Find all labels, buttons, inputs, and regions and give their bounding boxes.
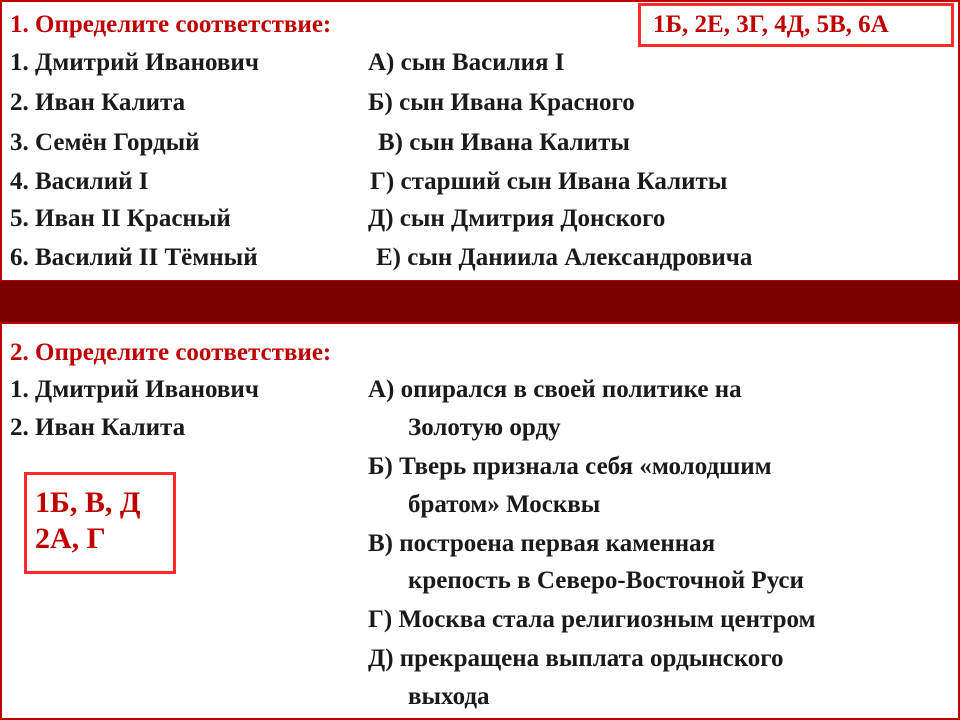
task2-right-item: В) построена первая каменная (368, 530, 716, 557)
task2-right-item-cont: Золотую орду (408, 414, 561, 441)
task1-right-item: В) сын Ивана Калиты (378, 129, 630, 156)
task2-right-item: А) опирался в своей политике на (368, 376, 742, 403)
task1-right-item: А) сын Василия I (368, 49, 565, 76)
task1-right-item: Г) старший сын Ивана Калиты (370, 168, 728, 195)
task1-right-item: Б) сын Ивана Красного (368, 89, 635, 116)
task2-right-item: Г) Москва стала религиозным центром (368, 606, 816, 633)
task2-answer-line2: 2А, Г (35, 522, 106, 555)
task2-left-item: 1. Дмитрий Иванович (10, 376, 259, 403)
task1-left-item: 3. Семён Гордый (10, 129, 200, 156)
task1-left-item: 2. Иван Калита (10, 89, 186, 116)
task2-right-item-cont: выхода (408, 683, 490, 710)
task1-left-item: 6. Василий II Тёмный (10, 244, 258, 271)
task2-title: 2. Определите соответствие: (10, 339, 332, 366)
task2-right-item: Б) Тверь признала себя «молодшим (368, 453, 772, 480)
divider-band (0, 281, 960, 322)
task1-left-item: 5. Иван II Красный (10, 205, 231, 232)
task2-left-item: 2. Иван Калита (10, 414, 186, 441)
task1-right-item: Е) сын Даниила Александровича (376, 244, 753, 271)
task1-answer: 1Б, 2Е, 3Г, 4Д, 5В, 6А (653, 11, 889, 38)
task1-right-item: Д) сын Дмитрия Донского (368, 205, 666, 232)
task2-answer-box (24, 472, 176, 574)
task1-answer-box (638, 3, 954, 47)
task2-right-item: Д) прекращена выплата ордынского (368, 645, 784, 672)
task1-left-item: 1. Дмитрий Иванович (10, 49, 259, 76)
task1-left-item: 4. Василий I (10, 168, 149, 195)
task2-right-item-cont: крепость в Северо-Восточной Руси (408, 567, 804, 594)
task2-right-item-cont: братом» Москвы (408, 491, 601, 518)
task2-answer-line1: 1Б, В, Д (35, 486, 141, 519)
task1-title: 1. Определите соответствие: (10, 11, 332, 38)
